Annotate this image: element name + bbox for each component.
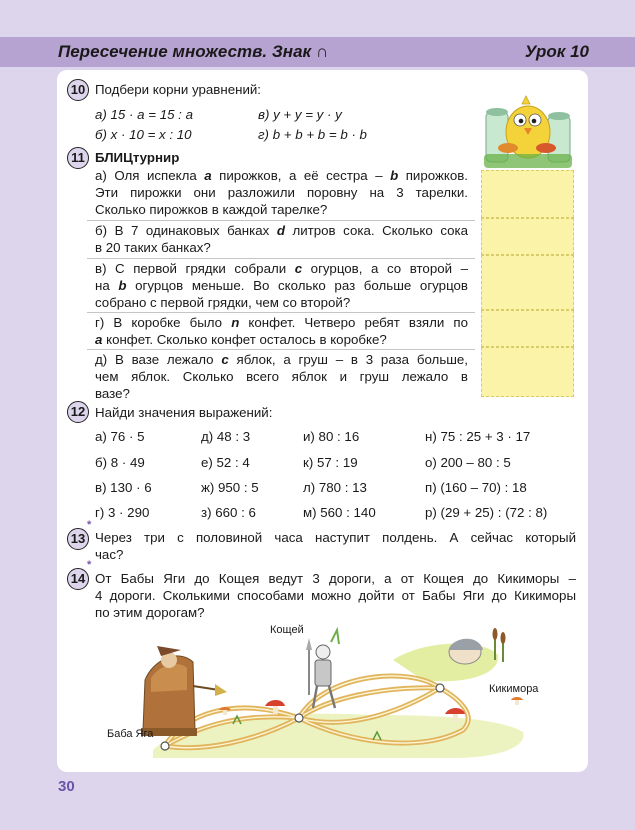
lesson-number: Урок 10 (524, 42, 589, 61)
task11-c-line3: собрано с первой грядки, чем со второй? (95, 295, 351, 310)
task-number-12: 12 (67, 401, 89, 423)
expression-item: и) 80 : 16 (303, 429, 360, 444)
task10-item-b: б) x · 10 = x : 10 (95, 127, 192, 142)
task11-e-line1: д) В вазе лежало c яблок, а груш – в 3 раза больше, (95, 352, 469, 367)
task11-c-line2: на b огурцов меньше. Во сколько раз больше огурцов (95, 278, 468, 293)
task14-line1: От Бабы Яги до Кощея ведут 3 дороги, а от Кощея до Кикиморы – (95, 571, 576, 586)
expression-item: в) 130 · 6 (95, 480, 152, 495)
task-number-10: 10 (67, 79, 89, 101)
divider (87, 220, 475, 221)
task14-line2: 4 дороги. Сколькими способами можно дойти от Бабы Яги до Кикиморы (95, 588, 576, 603)
task10-item-v: в) y + y = y · y (258, 107, 342, 122)
lesson-topic: Пересечение множеств. Знак ∩ (58, 42, 329, 61)
task13-line2: час? (95, 547, 124, 562)
task11-d-line1: г) В коробке было n конфет. Четверо ребят взяли по (95, 315, 469, 330)
task10-item-g: г) b + b + b = b · b (258, 127, 367, 142)
expression-item: д) 48 : 3 (201, 429, 251, 444)
difficulty-star: * (87, 559, 92, 571)
expression-item: п) (160 – 70) : 18 (425, 480, 527, 495)
task11-a-line2: Эти пирожки они разложили поровну на 3 тарелки. (95, 185, 468, 200)
divider (87, 312, 475, 313)
task14-line3: по этим дорогам? (95, 605, 205, 620)
divider (87, 258, 475, 259)
divider (87, 349, 475, 350)
expression-item: р) (29 + 25) : (72 : 8) (425, 505, 548, 520)
expression-item: н) 75 : 25 + 3 · 17 (425, 429, 531, 444)
task13-line1: Через три с половиной часа наступит полдень. А сейчас который (95, 530, 576, 545)
answer-box-d[interactable] (481, 310, 574, 347)
answer-box-c[interactable] (481, 255, 574, 310)
difficulty-star: * (87, 519, 92, 531)
expression-item: е) 52 : 4 (201, 455, 250, 470)
task12-text: Найди значения выражений: (95, 405, 273, 420)
answer-box-b[interactable] (481, 218, 574, 255)
expression-item: а) 76 · 5 (95, 429, 145, 444)
task11-c-line1: в) С первой грядки собрали c огурцов, а со второй – (95, 261, 468, 276)
task10-text: Подбери корни уравнений: (95, 82, 262, 97)
answer-box-a[interactable] (481, 170, 574, 218)
task-number-13: 13 (67, 528, 89, 550)
task11-a-line3: Сколько пирожков в каждой тарелке? (95, 202, 328, 217)
task11-a-line1: а) Оля испекла a пирожков, а её сестра – b пирожков. (95, 168, 468, 183)
roads-illustration (123, 620, 543, 760)
task10-item-a: а) 15 · a = 15 : a (95, 107, 193, 122)
task11-e-line3: вазе? (95, 386, 130, 401)
task-number-14: 14 (67, 568, 89, 590)
expression-item: ж) 950 : 5 (201, 480, 259, 495)
expression-item: о) 200 – 80 : 5 (425, 455, 511, 470)
expression-item: к) 57 : 19 (303, 455, 358, 470)
expression-item: б) 8 · 49 (95, 455, 145, 470)
task11-e-line2: чем яблок. Сколько всего яблок и груш лежало в (95, 369, 468, 384)
task-number-11: 11 (67, 147, 89, 169)
expression-item: л) 780 : 13 (303, 480, 367, 495)
expression-item: г) 3 · 290 (95, 505, 150, 520)
header-band (0, 37, 635, 67)
page-number: 30 (58, 778, 75, 795)
task11-b-line1: б) В 7 одинаковых банках d литров сока. Сколько сока (95, 223, 469, 238)
task11-b-line2: в 20 таких банках? (95, 240, 211, 255)
task11-title: БЛИЦтурнир (95, 150, 180, 165)
label-kikimora: Кикимора (489, 683, 539, 695)
expression-item: м) 560 : 140 (303, 505, 376, 520)
page-content (57, 70, 588, 772)
task11-d-line2: a конфет. Сколько конфет осталось в коробке? (95, 332, 387, 347)
expression-item: з) 660 : 6 (201, 505, 256, 520)
answer-box-e[interactable] (481, 347, 574, 397)
label-baba-yaga: Баба Яга (107, 728, 154, 740)
chick-with-jars-illustration (482, 90, 574, 170)
label-koschey: Кощей (270, 624, 304, 636)
